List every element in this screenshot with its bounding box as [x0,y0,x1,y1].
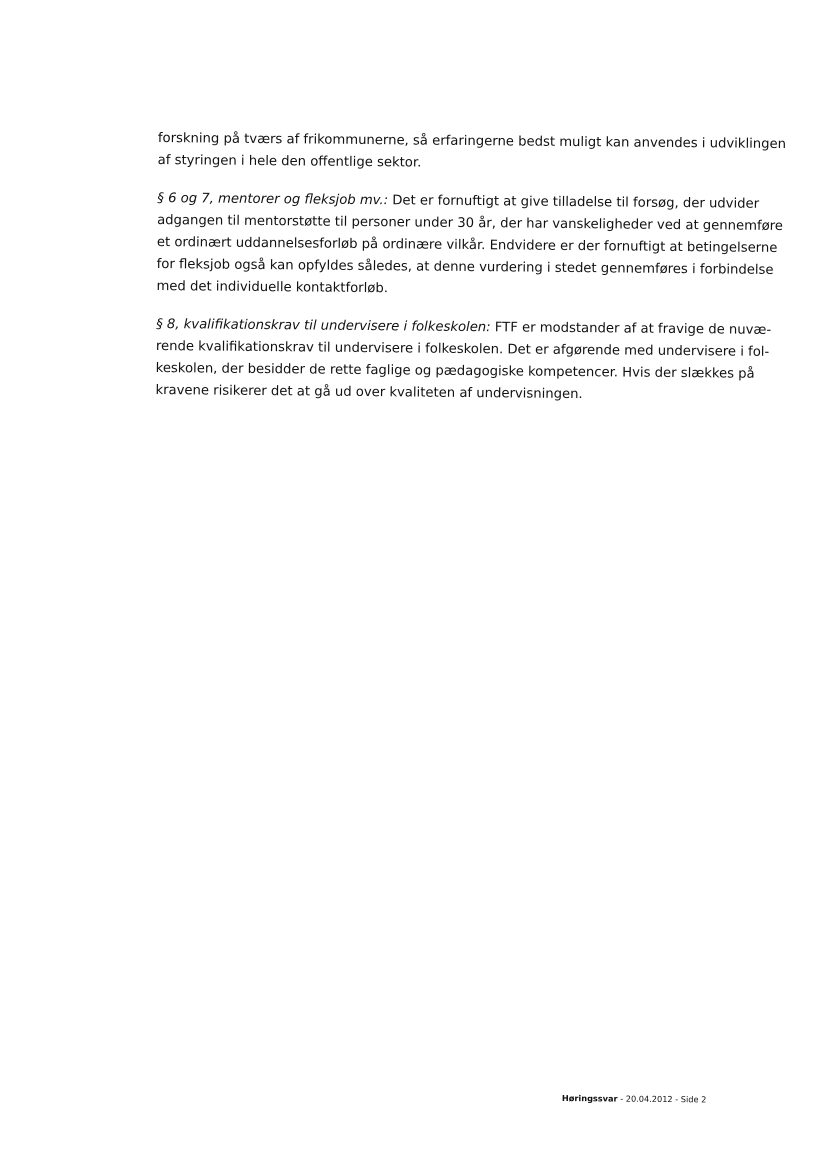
text-line: af styringen i hele den offentlige sektor. [157,152,422,171]
paragraph-research [157,128,787,177]
text-line: keskolen, der besidder de rette faglige og pædagogiske kompetencer. Hvis der slækkes på [155,360,755,382]
text-line: med det individuelle kontaktforløb. [156,278,388,297]
section-heading-6-7: § 6 og 7, mentorer og fleksjob mv.: [157,190,389,209]
text-line: for fleksjob også kan opfyldes således, at denne vurdering i stedet gennemføres i forbindelse [156,256,774,278]
text-line: kravene risikerer det at gå ud over kvaliteten af undervisningen. [155,382,583,403]
text-line: forskning på tværs af frikommunerne, så erfaringerne bedst muligt kan anvendes i udviklingen [157,130,787,153]
text-fragment: FTF er modstander af at fravige de nuvæ- [490,320,772,338]
document-body [155,128,787,423]
page-footer [562,1093,722,1105]
text-line: rende kvalifikationskrav til undervisere i folkeskolen. Det er afgørende med undervisere i fol- [155,338,770,360]
paragraph-teacher-qualifications [155,314,772,407]
text-line: et ordinært uddannelsesforløb på ordinære vilkår. Endvidere er der fornuftigt at betingelserne [156,234,778,256]
text-line: adgangen til mentorstøtte til personer under 30 år, der har vanskeligheder ved at gennemføre [157,212,784,235]
footer-title: Høringssvar [561,1093,618,1104]
section-heading-8: § 8, kvalifikationskrav til undervisere i folkeskolen: [156,316,491,336]
footer-date-page: - 20.04.2012 - Side 2 [617,1093,707,1105]
text-fragment: Det er fornuftigt at give tilladelse til forsøg, der udvider [388,193,760,212]
paragraph-mentors-flexjobs [156,188,784,303]
